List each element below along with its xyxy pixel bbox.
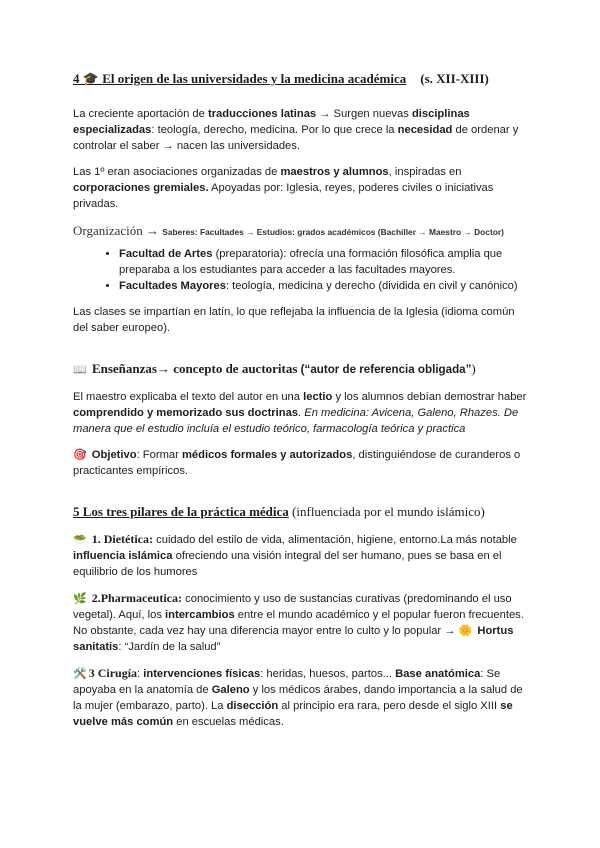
text-run: conocimiento y uso de sustancias curativas (predominando el uso vegetal). Aquí, los [73, 593, 512, 621]
faculties-list [73, 246, 528, 294]
paragraph-pharmaceutica [73, 590, 528, 655]
bold-run: comprendido y memorizado sus doctrinas [73, 407, 299, 419]
bold-run: disección [226, 700, 279, 712]
pillar-name: 3 Cirugía [88, 666, 138, 680]
text-run: entre el mundo académico y el popular fueron frecuentes. No obstante, cada vez hay una diferencia mayor entre lo culto y lo popular → [73, 609, 524, 637]
section-5-heading-title: 5 Los tres pilares de la práctica médica [73, 504, 289, 519]
paragraph-translations [73, 106, 528, 154]
bold-run: médicos formales y autorizados [181, 449, 353, 461]
bold-run: Facultades Mayores [119, 280, 226, 292]
target-icon: 🎯 [73, 448, 87, 461]
section-4-heading [73, 70, 528, 88]
paragraph-lectio [73, 389, 528, 437]
text-run: y los alumnos debían demostrar haber [332, 391, 527, 403]
text-run: (preparatoria): ofrecía una formación filosófica amplia que preparaba a los estudiantes para acceder a las facultades mayores. [119, 248, 503, 276]
text-run: : [137, 668, 144, 680]
organization-label: Organización → [73, 223, 163, 238]
organization-line [73, 222, 528, 240]
ensenanzas-quote: (“autor de referencia obligada” [300, 363, 472, 376]
bold-run: influencia islámica [73, 550, 173, 562]
bold-run: Galeno [211, 684, 250, 696]
open-book-icon: 📖 [73, 363, 87, 376]
bold-run: Hortus sanitatis [73, 625, 514, 653]
text-run: : Se apoyaba en la anatomía de [73, 668, 501, 696]
text-run: ofreciendo una visión integral del ser humano, pues se basa en el equilibrio de los humores [73, 550, 502, 578]
bold-run: traducciones latinas [207, 108, 317, 120]
herb-icon: 🌿 [73, 592, 87, 605]
bold-run: maestros y alumnos [280, 166, 389, 178]
ensenanzas-heading [73, 360, 528, 379]
text-run: : Formar [136, 449, 182, 461]
pillar-name: 1. Dietética: [88, 532, 154, 546]
text-run: : teología, medicina y derecho (dividida en civil y canónico) [225, 280, 518, 292]
bold-run: intercambios [165, 609, 235, 621]
text-run: Apoyadas por: Iglesia, reyes, poderes civiles o iniciativas privadas. [73, 182, 494, 210]
text-run: al principio era rara, pero desde el siglo XIII [278, 700, 501, 712]
objetivo-label: Objetivo [88, 449, 137, 461]
text-run: , inspiradas en [388, 166, 462, 178]
section-4-heading-title: El origen de las universidades y la medicina académica [102, 71, 407, 86]
bold-run: Facultad de Artes [119, 248, 213, 260]
ensenanzas-title: Enseñanzas→ concepto de auctoritas [88, 361, 301, 376]
text-run: El maestro explicaba el texto del autor en una [73, 391, 304, 403]
paragraph-cirugia [73, 665, 528, 730]
bold-run: disciplinas especializadas [73, 108, 470, 136]
bold-run: necesidad [397, 124, 453, 136]
text-run: en escuelas médicas. [173, 716, 284, 728]
list-item [119, 246, 528, 278]
text-run: ) [471, 361, 476, 376]
text-run: y los médicos árabes, dando importancia a la salud de la mujer (embarazo, parto). La [73, 684, 523, 712]
paragraph-objetivo [73, 447, 528, 479]
paragraph-associations [73, 164, 528, 212]
bold-run: se vuelve más común [73, 700, 513, 728]
text-run: → Surgen nuevas [316, 108, 412, 120]
italic-run: En medicina: Avicena, Galeno, Rhazes. De manera que el estudio incluía el estudio teórico, farmacología teórica y practica [73, 407, 519, 435]
paragraph-dietetica [73, 531, 528, 580]
organization-details: Saberes: Facultades → Estudios: grados académicos (Bachiller → Maestro → Doctor) [162, 227, 504, 237]
bold-run: corporaciones gremiales. [73, 182, 209, 194]
text-run: : teología, derecho, medicina. Por lo que crece la [151, 124, 398, 136]
text-run: La creciente aportación de [73, 108, 208, 120]
text-run: , distinguiéndose de curanderos o practicantes empíricos. [73, 449, 521, 477]
pillar-name: 2.Pharmaceutica: [88, 591, 183, 605]
bold-run: Base anatómica [395, 668, 481, 680]
text-run: : “Jardín de la salud” [118, 641, 221, 653]
salad-icon: 🥗 [73, 533, 87, 546]
blossom-icon: 🌼 [458, 624, 473, 637]
tools-icon: 🛠️ [73, 667, 87, 680]
text-run: : heridas, huesos, partos... [260, 668, 396, 680]
text-run: Las 1º eran asociaciones organizadas de [73, 166, 281, 178]
section-5-heading-rest: (influenciada por el mundo islámico) [288, 504, 485, 519]
text-run: . [298, 407, 305, 419]
paragraph-latin: Las clases se impartían en latín, lo que reflejaba la influencia de la Iglesia (idioma común del saber europeo). [73, 306, 515, 334]
list-item [119, 278, 528, 294]
section-5-heading [73, 503, 528, 521]
text-run: de ordenar y controlar el saber → nacen las universidades. [73, 124, 519, 152]
bold-run: intervenciones físicas [143, 668, 261, 680]
section-4-heading-prefix: 4 🎓 [73, 71, 103, 86]
text-run: cuidado del estilo de vida, alimentación, higiene, entorno.La más notable [153, 534, 517, 546]
section-4-heading-period: (s. XII-XIII) [420, 71, 489, 86]
bold-run: lectio [303, 391, 333, 403]
